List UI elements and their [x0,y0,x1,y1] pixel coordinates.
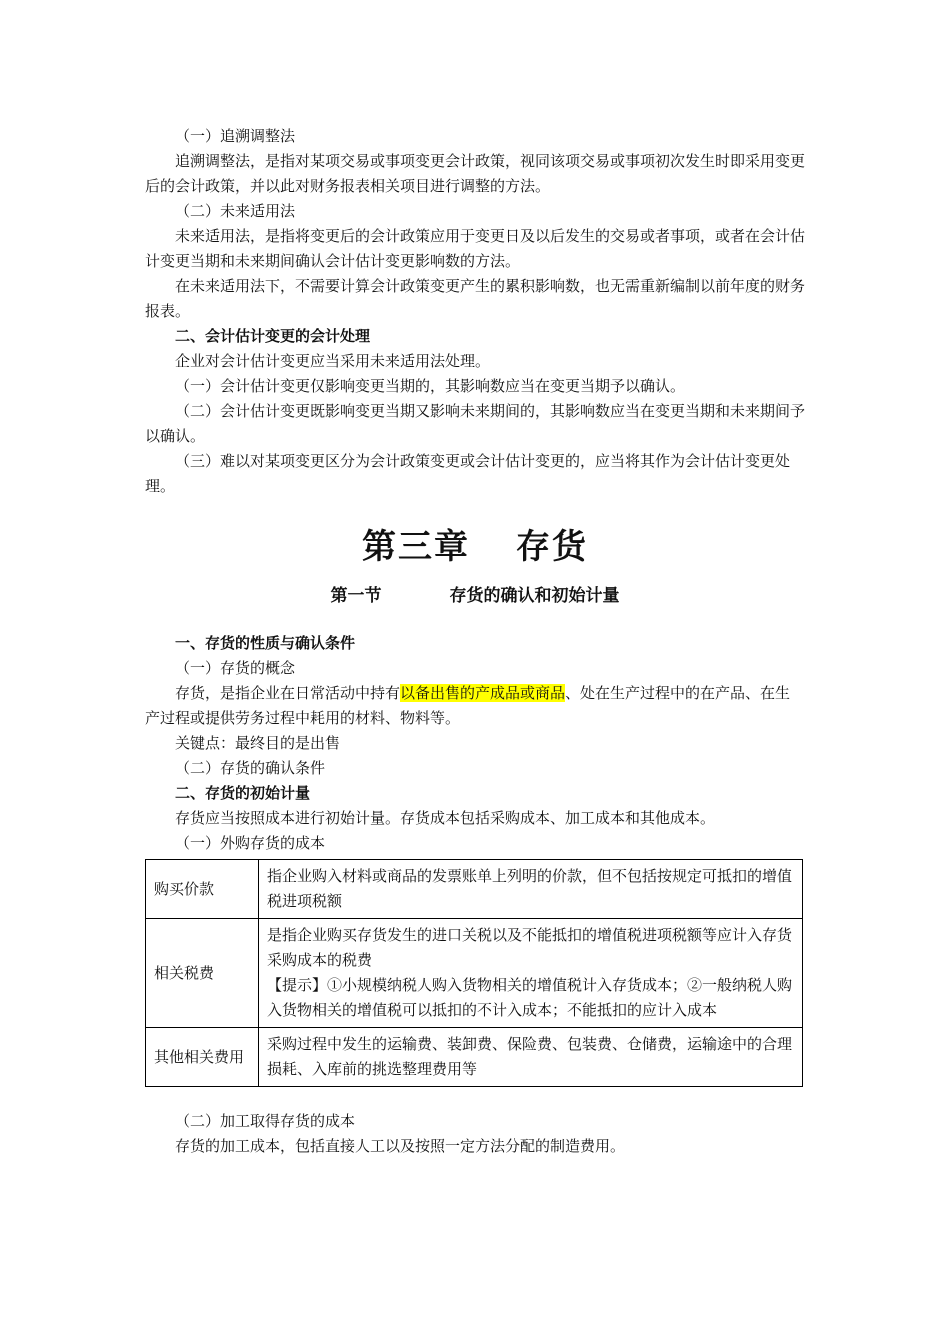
table-cell-line: 是指企业购买存货发生的进口关税以及不能抵扣的增值税进项税额等应计入存货采购成本的税费 [267,926,793,969]
paragraph-retrospective-definition: 追溯调整法，是指对某项交易或事项变更会计政策，视同该项交易或事项初次发生时即采用变更后的会计政策，并以此对财务报表相关项目进行调整的方法。 [145,152,806,195]
paragraph-estimate-case-2: （二）会计估计变更既影响变更当期又影响未来期间的，其影响数应当在变更当期和未来期间予以确认。 [145,402,806,445]
document-body [145,124,805,1159]
table-row-value [259,919,803,1028]
heading-prospective-method: （二）未来适用法 [175,202,296,220]
paragraph-initial-measurement: 存货应当按照成本进行初始计量。存货成本包括采购成本、加工成本和其他成本。 [175,809,716,827]
paragraph-key-point: 关键点：最终目的是出售 [175,734,341,752]
heading-inventory-concept: （一）存货的概念 [175,659,296,677]
section-title [145,583,805,609]
chapter-name: 存货 [516,527,588,567]
table-row [146,1028,803,1087]
heading-retrospective-method: （一）追溯调整法 [175,127,296,145]
paragraph-prospective-note: 在未来适用法下，不需要计算会计政策变更产生的累积影响数，也无需重新编制以前年度的财务报表。 [145,277,806,320]
section-number: 第一节 [330,586,382,606]
paragraph-estimate-method: 企业对会计估计变更应当采用未来适用法处理。 [175,352,491,370]
table-row-value [259,1028,803,1087]
paragraph-estimate-case-1: （一）会计估计变更仅影响变更当期的，其影响数应当在变更当期予以确认。 [175,377,686,395]
paragraph-estimate-case-3: （三）难以对某项变更区分为会计政策变更或会计估计变更的，应当将其作为会计估计变更处理。 [145,452,791,495]
table-row [146,860,803,919]
paragraph-inventory-definition [145,681,805,731]
heading-purchased-cost: （一）外购存货的成本 [175,834,326,852]
table-cell-line: 采购过程中发生的运输费、装卸费、保险费、包装费、仓储费，运输途中的合理损耗、入库前的挑选整理费用等 [267,1035,793,1078]
heading-recognition-conditions: （二）存货的确认条件 [175,759,326,777]
definition-text-end: 、处在生产过程中的在产品、在生产过程或提供劳务过程中耗用的材料、物料等。 [145,684,791,727]
purchase-cost-table [145,859,803,1087]
chapter-number: 第三章 [362,527,470,567]
highlighted-text: 以备出售的产成品或商品 [400,684,566,702]
heading-inventory-nature: 一、存货的性质与确认条件 [175,634,356,652]
table-row [146,919,803,1028]
table-cell-line: 指企业购入材料或商品的发票账单上列明的价款，但不包括按规定可抵扣的增值税进项税额 [267,867,793,910]
table-row-key: 相关税费 [146,919,259,1028]
definition-text-start: 存货，是指企业在日常活动中持有 [175,684,401,702]
table-cell-line: 【提示】①小规模纳税人购入货物相关的增值税计入存货成本；②一般纳税人购入货物相关的增值税可以抵扣的不计入成本；不能抵扣的应计入成本 [267,976,793,1019]
paragraph-prospective-definition: 未来适用法，是指将变更后的会计政策应用于变更日及以后发生的交易或者事项，或者在会计估计变更当期和未来期间确认会计估计变更影响数的方法。 [145,227,806,270]
paragraph-processing-cost: 存货的加工成本，包括直接人工以及按照一定方法分配的制造费用。 [175,1137,626,1155]
section-name: 存货的确认和初始计量 [449,586,620,606]
heading-processing-cost: （二）加工取得存货的成本 [175,1112,356,1130]
heading-estimate-change: 二、会计估计变更的会计处理 [175,327,371,345]
chapter-title [145,525,805,569]
table-row-value [259,860,803,919]
table-row-key: 购买价款 [146,860,259,919]
table-row-key: 其他相关费用 [146,1028,259,1087]
heading-initial-measurement: 二、存货的初始计量 [175,784,311,802]
